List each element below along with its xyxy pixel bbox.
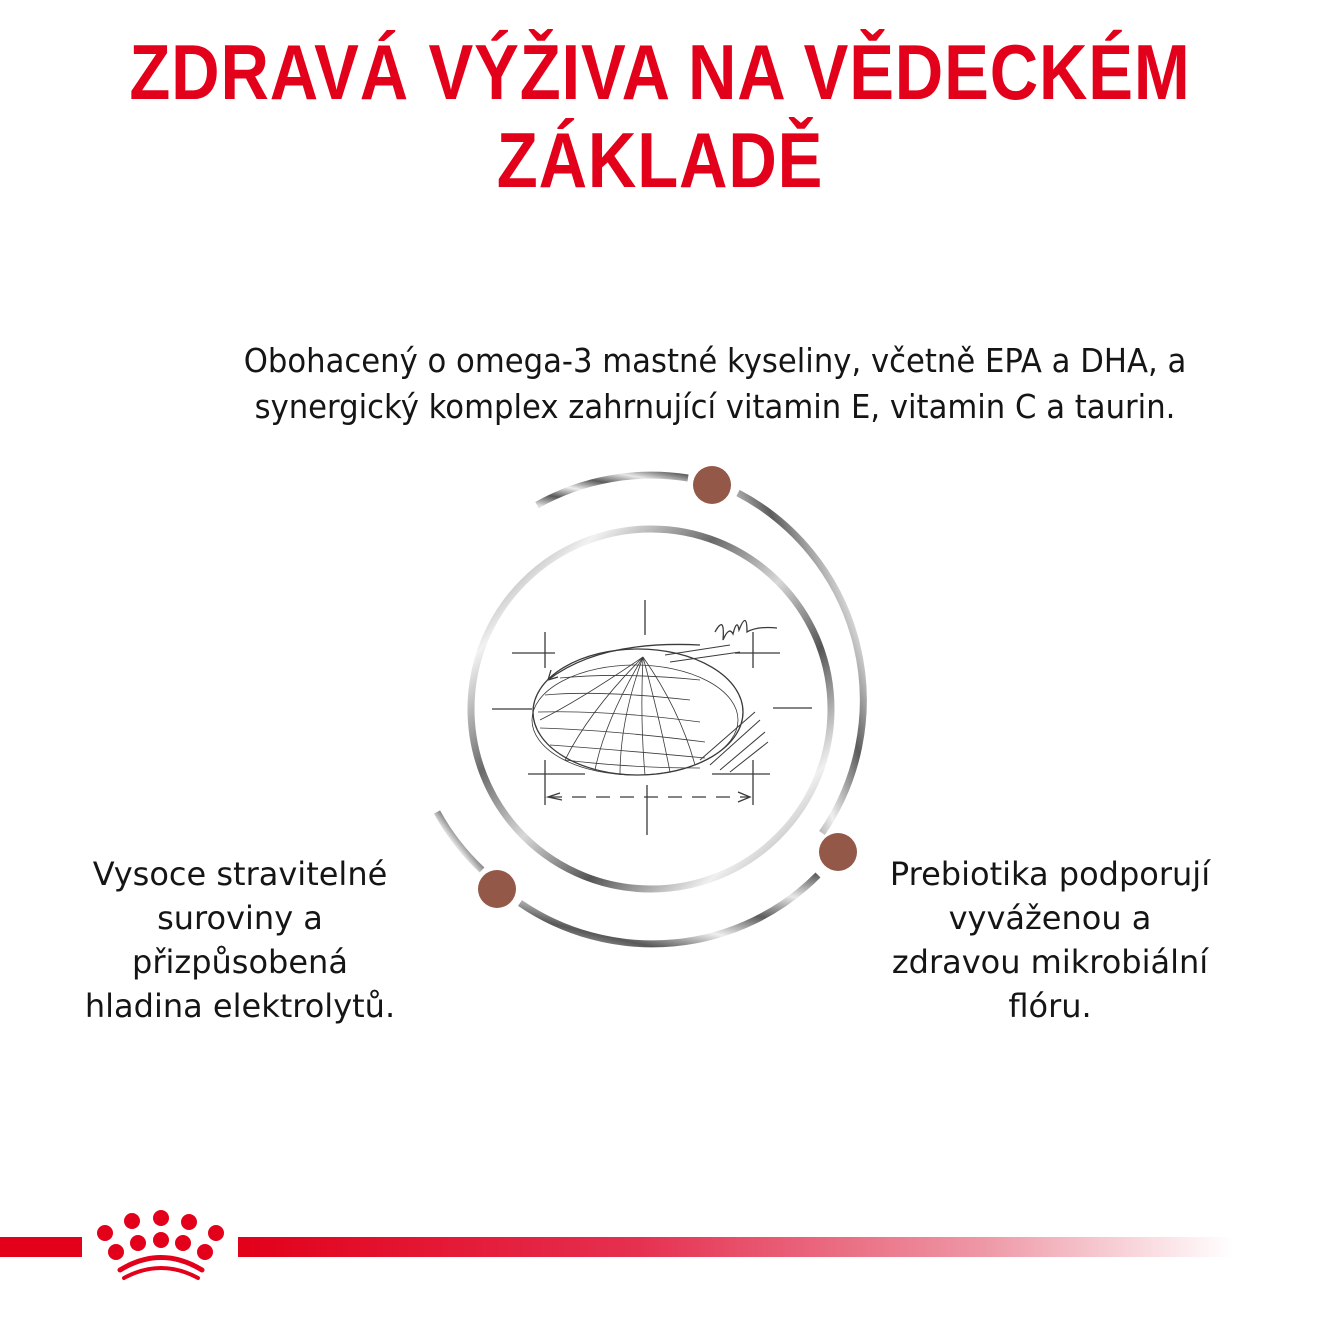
benefit-right-line-4: flóru. xyxy=(1008,987,1092,1025)
kibble-sketch-icon xyxy=(492,600,812,835)
benefit-left-line-4: hladina elektrolytů. xyxy=(84,987,396,1025)
benefit-left-line-1: Vysoce stravitelné xyxy=(92,855,388,893)
title-line-1: ZDRAVÁ VÝŽIVA NA VĚDECKÉM xyxy=(129,28,1191,116)
footer-bar-right xyxy=(238,1237,1233,1257)
benefit-right-line-1: Prebiotika podporují xyxy=(889,855,1211,893)
outer-ring xyxy=(437,475,863,944)
benefit-right-line-3: zdravou mikrobiální xyxy=(891,943,1209,981)
inner-ring xyxy=(471,529,831,889)
page-title xyxy=(92,28,1227,204)
benefit-right-line-2: vyváženou a xyxy=(948,899,1152,937)
benefit-left-text xyxy=(40,852,440,1028)
benefit-top-text xyxy=(199,338,1231,430)
benefit-left-line-2: suroviny a xyxy=(157,899,323,937)
benefit-right-text xyxy=(850,852,1250,1028)
dot-bottom-left xyxy=(478,870,516,908)
title-line-2: ZÁKLADĚ xyxy=(496,116,824,204)
benefit-top-line-2: synergický komplex zahrnující vitamin E, vitamin C a taurin. xyxy=(254,387,1176,426)
benefit-left-line-3: přizpůsobená xyxy=(132,943,348,981)
benefit-top-line-1: Obohacený o omega-3 mastné kyseliny, včetně EPA a DHA, a xyxy=(243,341,1187,380)
royal-canin-crown-icon xyxy=(90,1200,240,1290)
footer-bar-left xyxy=(0,1237,82,1257)
dot-top xyxy=(693,466,731,504)
